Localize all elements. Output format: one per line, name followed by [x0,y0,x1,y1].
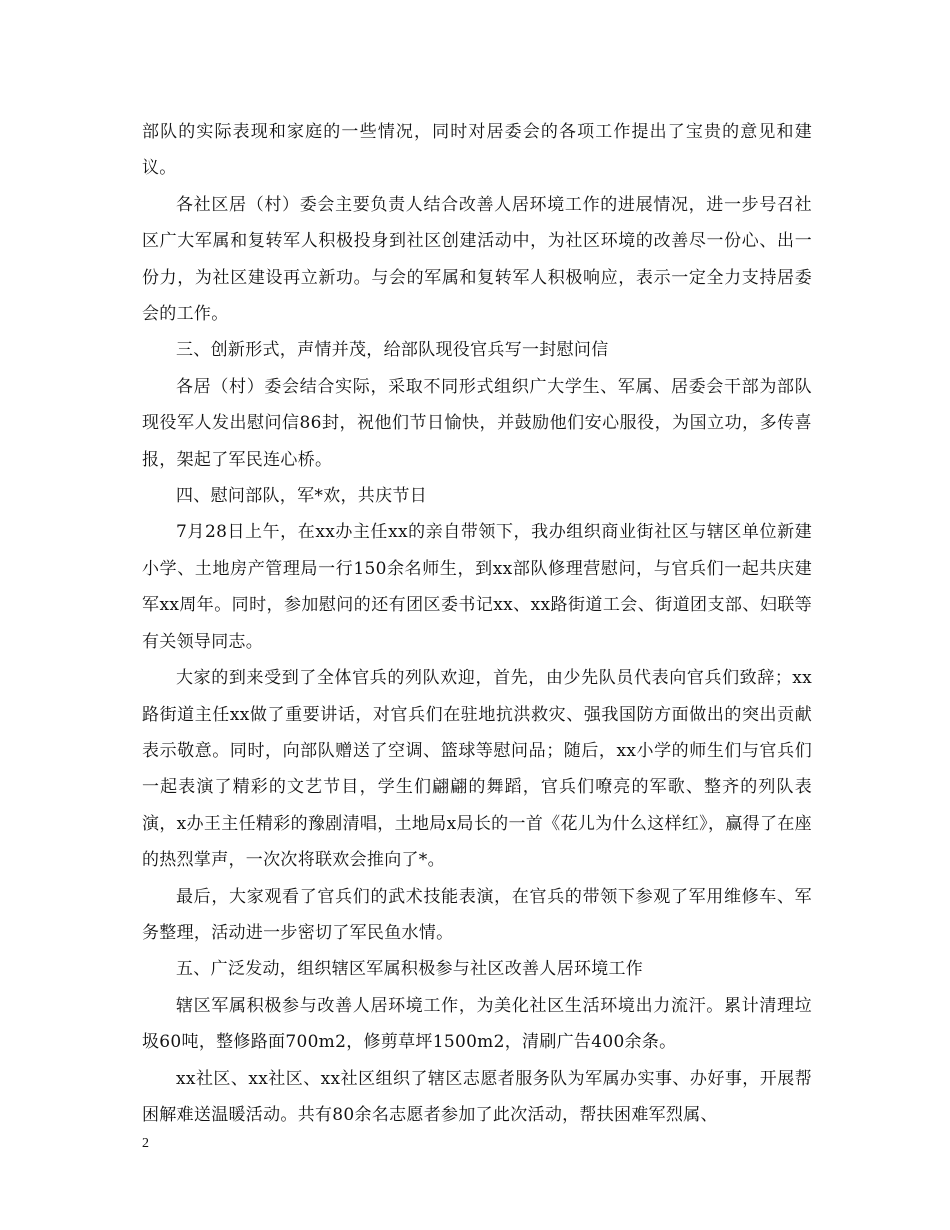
section-heading: 五、广泛发动，组织辖区军属积极参与社区改善人居环境工作 [176,959,644,980]
paragraph: 部队的实际表现和家庭的一些情况，同时对居委会的各项工作提出了宝贵的意见和建议。 [142,122,812,179]
paragraph: xx社区、xx社区、xx社区组织了辖区志愿者服务队为军属办实事、办好事，开展帮困解难送温暖活动。共有80余名志愿者参加了此次活动，帮扶困难军烈属、 [142,1068,812,1125]
page-number: 2 [142,1136,149,1151]
paragraph: 辖区军属积极参与改善人居环境工作，为美化社区生活环境出力流汗。累计清理垃圾60吨，整修路面700m2，修剪草坪1500m2，清刷广告400余条。 [142,995,812,1053]
section-heading: 四、慰问部队，军*欢，共庆节日 [176,486,427,507]
paragraph: 最后，大家观看了官兵们的武术技能表演，在官兵的带领下参观了军用维修车、军务整理，活动进一步密切了军民鱼水情。 [142,886,812,943]
document-body [142,114,812,1133]
paragraph: 各社区居（村）委会主要负责人结合改善人居环境工作的进展情况，进一步号召社区广大军属和复转军人积极投身到社区创建活动中，为社区环境的改善尽一份心、出一份力，为社区建设再立新功。与会的军属和复转军人积极响应，表示一定全力支持居委会的工作。 [142,194,812,325]
section-heading: 三、创新形式，声情并茂，给部队现役官兵写一封慰问信 [176,340,609,361]
paragraph: 各居（村）委会结合实际，采取不同形式组织广大学生、军属、居委会干部为部队现役军人发出慰问信86封，祝他们节日愉快，并鼓励他们安心服役，为国立功，多传喜报，架起了军民连心桥。 [142,376,812,470]
paragraph: 大家的到来受到了全体官兵的列队欢迎，首先，由少先队员代表向官兵们致辞；xx路街道主任xx做了重要讲话，对官兵们在驻地抗洪救灾、强我国防方面做出的突出贡献表示敬意。同时，向部队赠送了空调、篮球等慰问品；随后，xx小学的师生们与官兵们一起表演了精彩的文艺节目，学生们翩翩的舞蹈，官兵们嘹亮的军歌、整齐的列队表演，x办王主任精彩的豫剧清唱，土地局x局长的一首《花儿为什么这样红》，赢得了在座的热烈掌声，一次次将联欢会推向了*。 [142,668,812,871]
paragraph: 7月28日上午，在xx办主任xx的亲自带领下，我办组织商业街社区与辖区单位新建小学、土地房产管理局一行150余名师生，到xx部队修理营慰问，与官兵们一起共庆建军xx周年。同时，参加慰问的还有团区委书记xx、xx路街道工会、街道团支部、妇联等有关领导同志。 [142,522,812,652]
